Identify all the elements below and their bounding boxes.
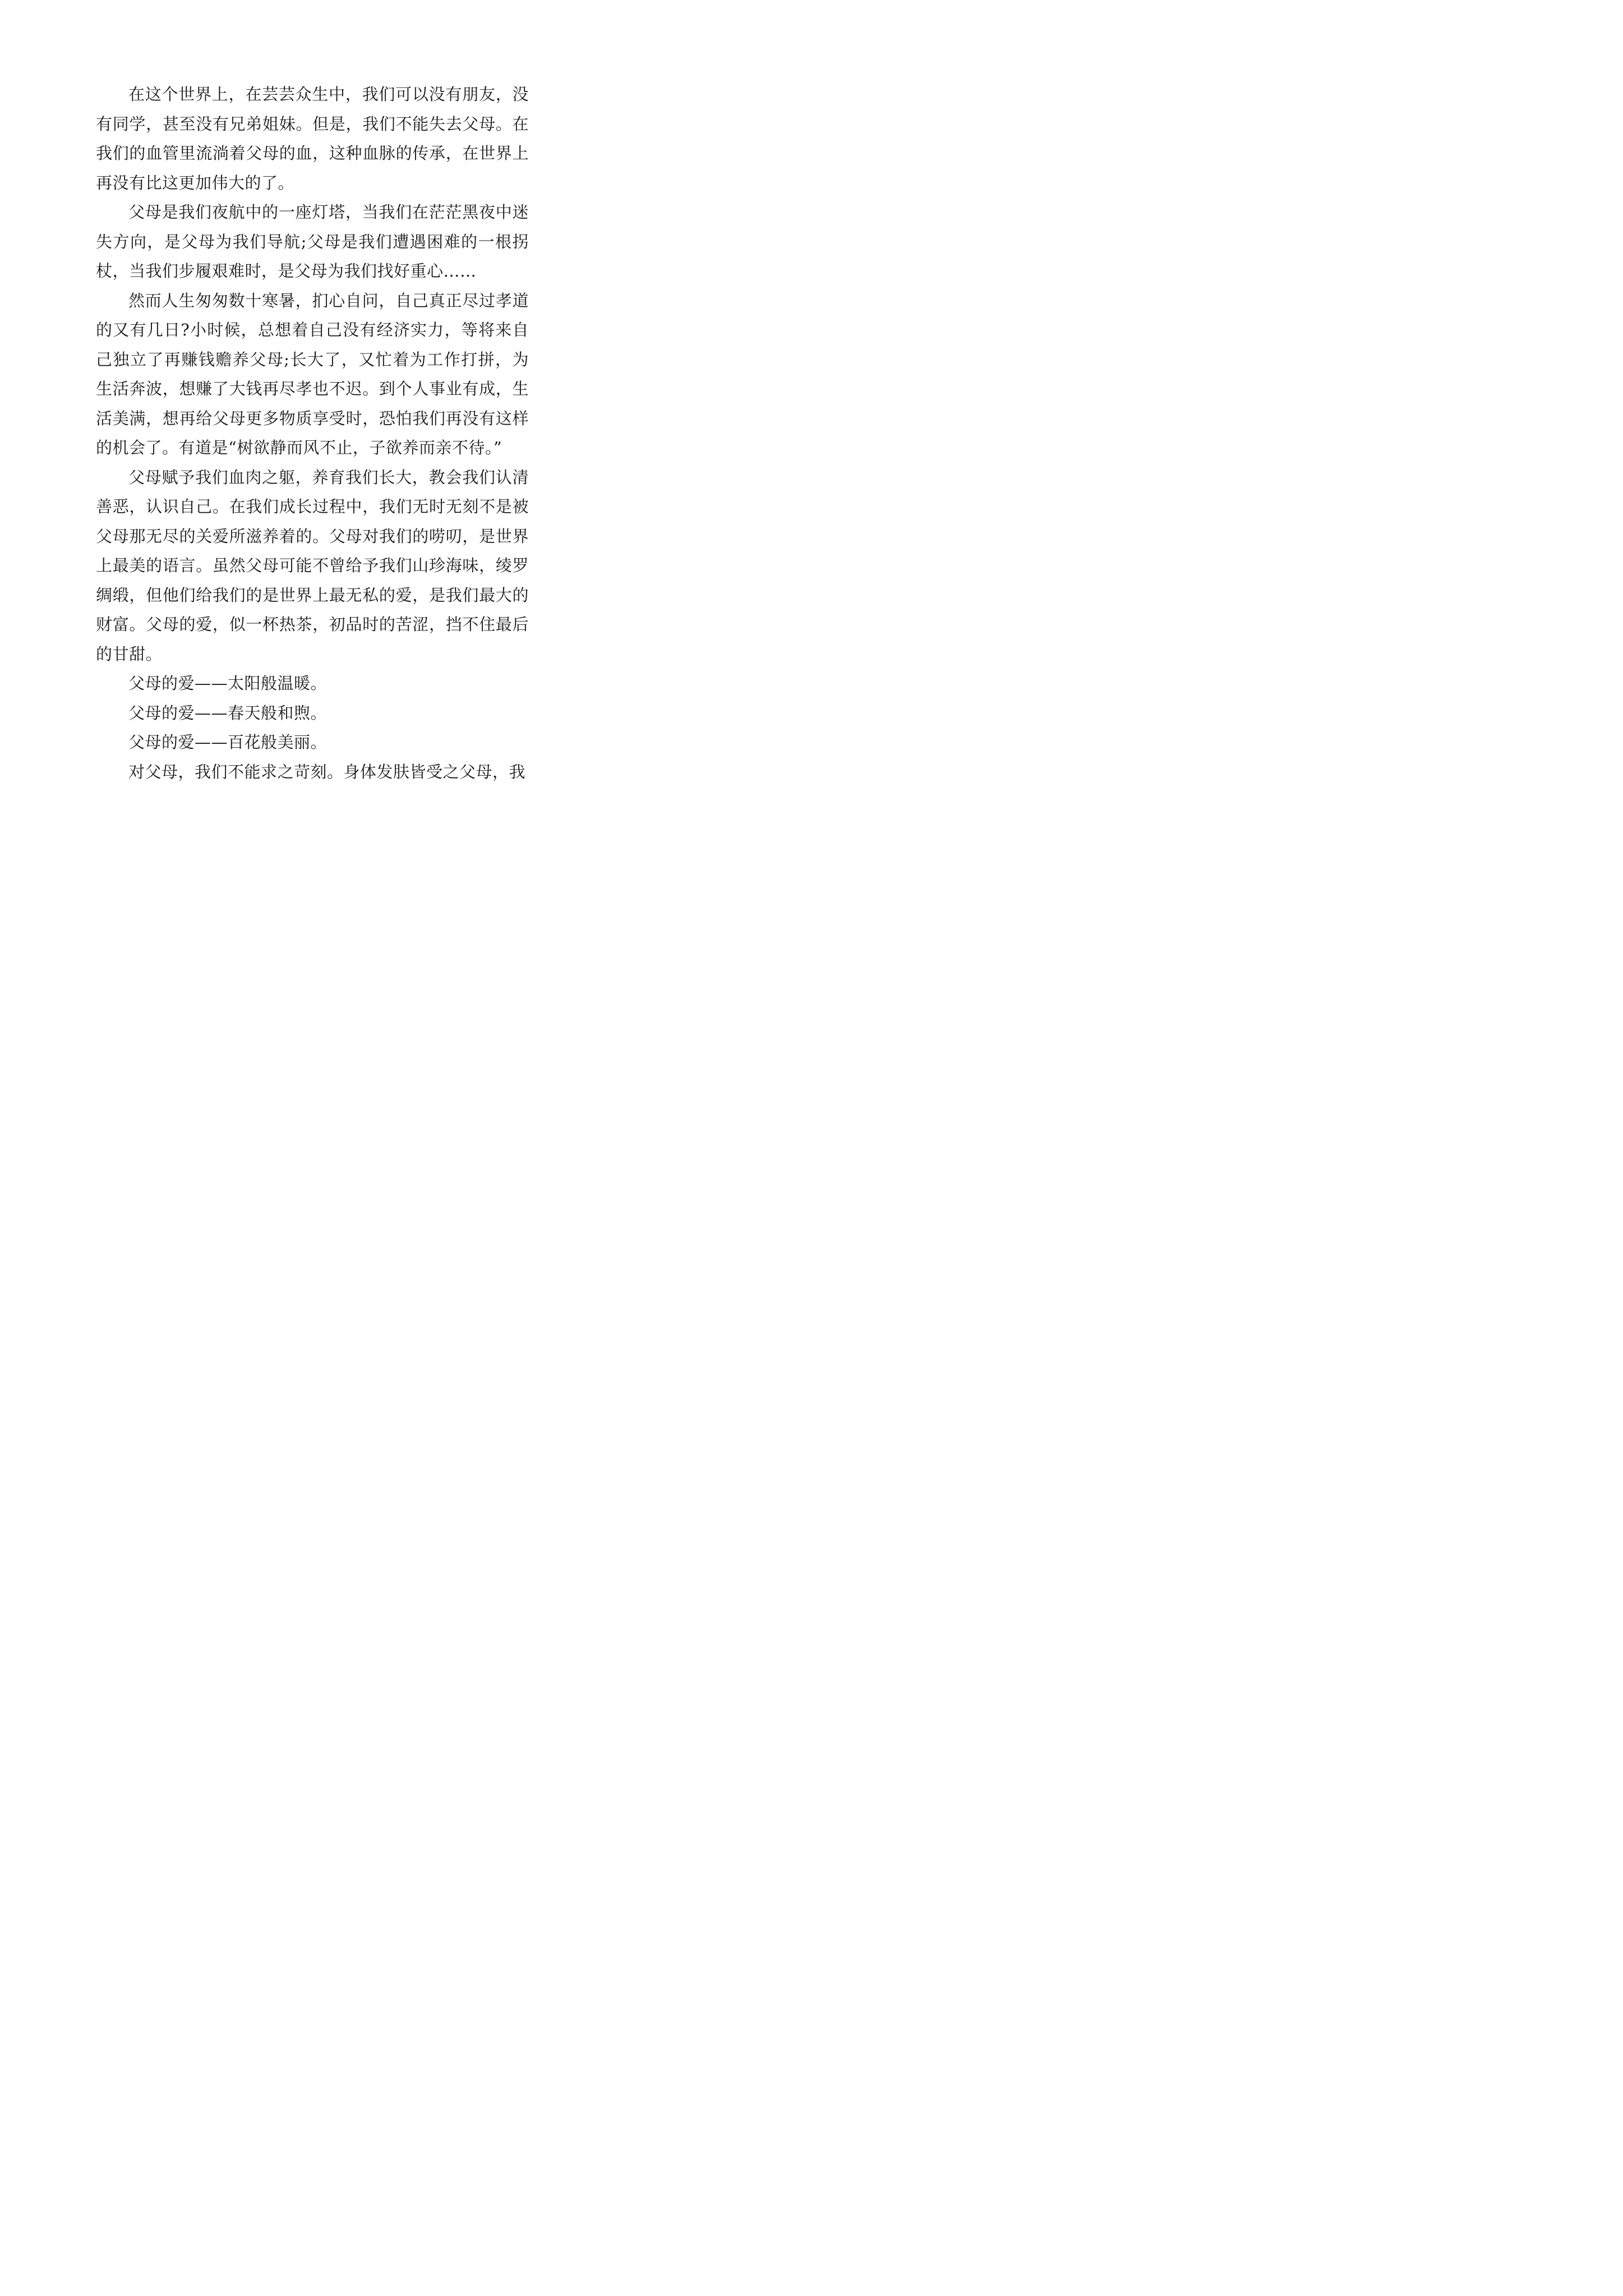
paragraph-2: 父母是我们夜航中的一座灯塔，当我们在茫茫黑夜中迷失方向，是父母为我们导航;父母是我们遭遇困难的一根拐杖，当我们步履艰难时，是父母为我们找好重心…… [96, 203, 529, 280]
paragraph-7: 父母的爱——百花般美丽。 [128, 733, 328, 752]
paragraph-6: 父母的爱——春天般和煦。 [128, 703, 328, 723]
paragraph-5: 父母的爱——太阳般温暖。 [128, 674, 328, 693]
paragraph-1: 在这个世界上，在芸芸众生中，我们可以没有朋友，没有同学，甚至没有兄弟姐妹。但是，我们不能失去父母。在我们的血管里流淌着父母的血，这种血脉的传承，在世界上再没有比这更加伟大的了。 [96, 85, 529, 192]
paragraph-3: 然而人生匆匆数十寒暑，扪心自问，自己真正尽过孝道的又有几日?小时候，总想着自己没有经济实力，等将来自己独立了再赚钱赡养父母;长大了，又忙着为工作打拼，为生活奔波，想赚了大钱再尽孝也不迟。到个人事业有成，生活美满，想再给父母更多物质享受时，恐怕我们再没有这样的机会了。有道是“树欲静而风不止，子欲养而亲不待。” [96, 291, 529, 457]
document-page [0, 0, 617, 873]
document-body [96, 80, 529, 786]
paragraph-8: 对父母，我们不能求之苛刻。身体发肤皆受之父母，我 [128, 762, 526, 781]
paragraph-4: 父母赋予我们血肉之躯，养育我们长大，教会我们认清善恶，认识自己。在我们成长过程中，我们无时无刻不是被父母那无尽的关爱所滋养着的。父母对我们的唠叨，是世界上最美的语言。虽然父母可能不曾给予我们山珍海味，绫罗绸缎，但他们给我们的是世界上最无私的爱，是我们最大的财富。父母的爱，似一杯热茶，初品时的苦涩，挡不住最后的甘甜。 [96, 467, 529, 664]
